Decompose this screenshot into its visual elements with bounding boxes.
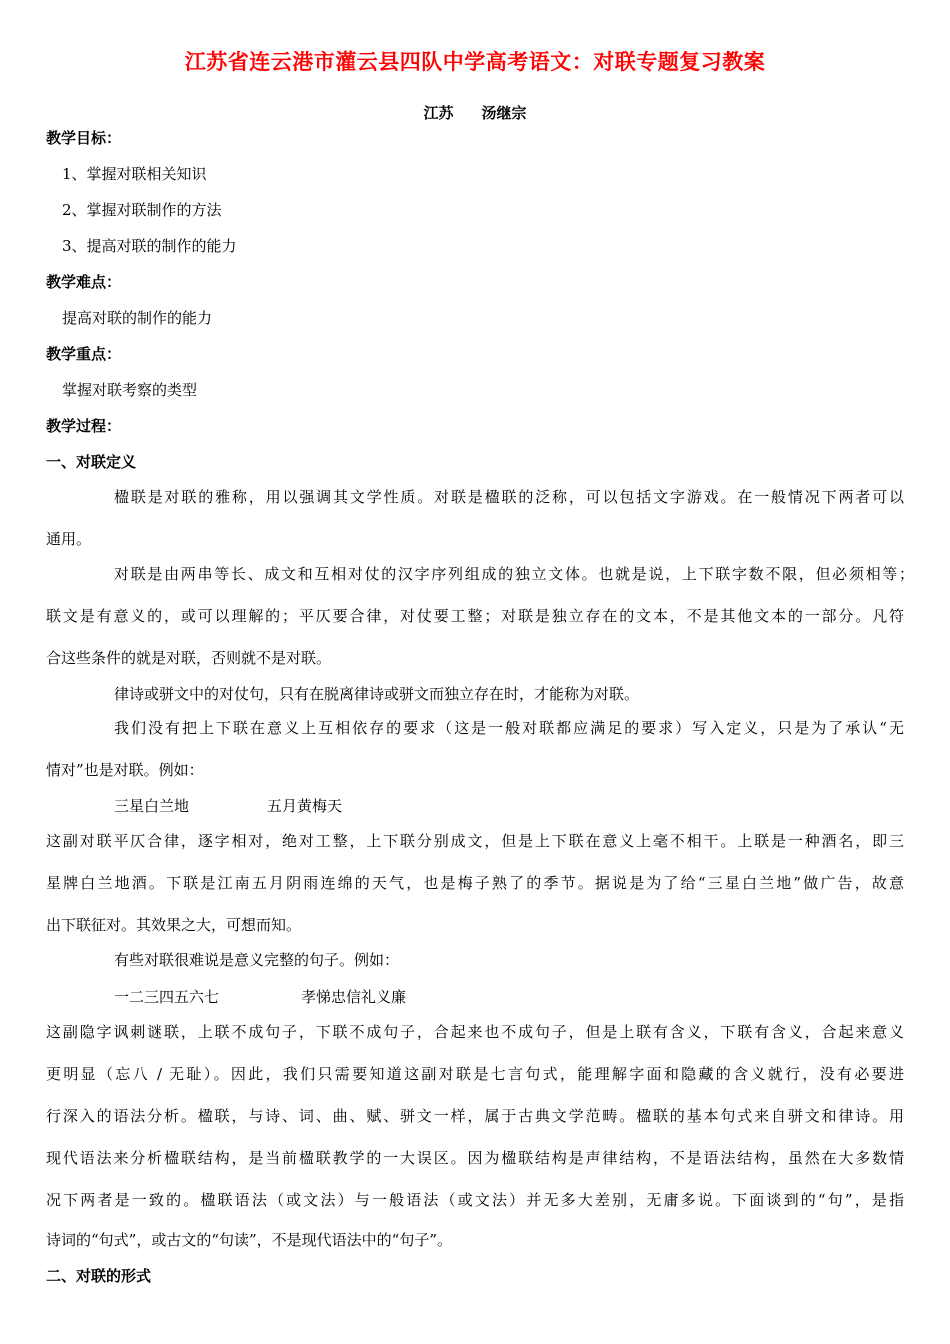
paragraph-line: 通用。 (46, 530, 92, 548)
paragraph-line: 这副对联平仄合律，逐字相对，绝对工整，上下联分别成文，但是上下联在意义上毫不相干。上联是一种酒名，即三 (46, 832, 904, 850)
focus-heading: 教学重点： (46, 345, 122, 363)
paragraph-line: 诗词的“句式”，或古文的“句读”，不是现代语法中的“句子”。 (46, 1231, 453, 1249)
author-line (0, 102, 950, 123)
paragraph-line: 更明显（忘八 / 无耻）。因此，我们只需要知道这副对联是七言句式，能理解字面和隐藏的含义就行，没有必要进 (46, 1065, 904, 1083)
paragraph-line: 律诗或骈文中的对仗句，只有在脱离律诗或骈文而独立存在时，才能称为对联。 (114, 685, 640, 703)
paragraph-line: 况下两者是一致的。楹联语法（或文法）与一般语法（或文法）并无多大差别，无庸多说。下面谈到的“句”，是指 (46, 1191, 904, 1209)
paragraph-line: 行深入的语法分析。楹联，与诗、词、曲、赋、骈文一样，属于古典文学范畴。楹联的基本句式来自骈文和律诗。用 (46, 1107, 904, 1125)
paragraph-line: 出下联征对。其效果之大，可想而知。 (46, 916, 302, 934)
goal-item: 3、提高对联的制作的能力 (62, 237, 237, 255)
couplet-lower: 孝悌忠信礼义廉 (301, 988, 407, 1006)
example-couplet (114, 796, 342, 816)
paragraph-line: 这副隐字讽刺谜联，上联不成句子，下联不成句子，合起来也不成句子，但是上联有含义，下联有含义，合起来意义 (46, 1023, 904, 1041)
section2-heading: 二、对联的形式 (46, 1267, 152, 1285)
difficulty-text: 提高对联的制作的能力 (62, 309, 213, 327)
paragraph-line: 现代语法来分析楹联结构，是当前楹联教学的一大误区。因为楹联结构是声律结构，不是语法结构，虽然在大多数情 (46, 1149, 904, 1167)
goals-heading: 教学目标： (46, 129, 122, 147)
goal-item: 2、掌握对联制作的方法 (62, 201, 222, 219)
paragraph-line: 情对”也是对联。例如： (46, 761, 204, 779)
paragraph-line: 联文是有意义的，或可以理解的；平仄要合律，对仗要工整；对联是独立存在的文本，不是其他文本的一部分。凡符 (46, 607, 904, 625)
couplet-lower: 五月黄梅天 (267, 797, 343, 815)
paragraph-line: 星牌白兰地酒。下联是江南五月阴雨连绵的天气，也是梅子熟了的季节。据说是为了给“三星白兰地”做广告，故意 (46, 874, 904, 892)
paragraph-line: 楹联是对联的雅称，用以强调其文学性质。对联是楹联的泛称，可以包括文字游戏。在一般情况下两者可以 (114, 488, 904, 506)
difficulty-heading: 教学难点： (46, 273, 122, 291)
paragraph-line: 我们没有把上下联在意义上互相依存的要求（这是一般对联都应满足的要求）写入定义，只是为了承认“无 (114, 719, 904, 737)
couplet-upper: 三星白兰地 (114, 797, 190, 815)
example-couplet (114, 987, 406, 1007)
document-title: 江苏省连云港市灌云县四队中学高考语文：对联专题复习教案 (184, 50, 766, 74)
goal-item: 1、掌握对联相关知识 (62, 165, 207, 183)
process-heading: 教学过程： (46, 417, 122, 435)
paragraph-line: 对联是由两串等长、成文和互相对仗的汉字序列组成的独立文体。也就是说，上下联字数不限，但必须相等； (114, 565, 914, 583)
paragraph-line: 有些对联很难说是意义完整的句子。例如： (114, 951, 400, 969)
section1-heading: 一、对联定义 (46, 453, 137, 471)
focus-text: 掌握对联考察的类型 (62, 381, 198, 399)
couplet-upper: 一二三四五六七 (114, 988, 220, 1006)
author-region: 江苏 (423, 104, 454, 122)
author-name: 汤继宗 (481, 104, 527, 122)
paragraph-line: 合这些条件的就是对联，否则就不是对联。 (46, 649, 332, 667)
